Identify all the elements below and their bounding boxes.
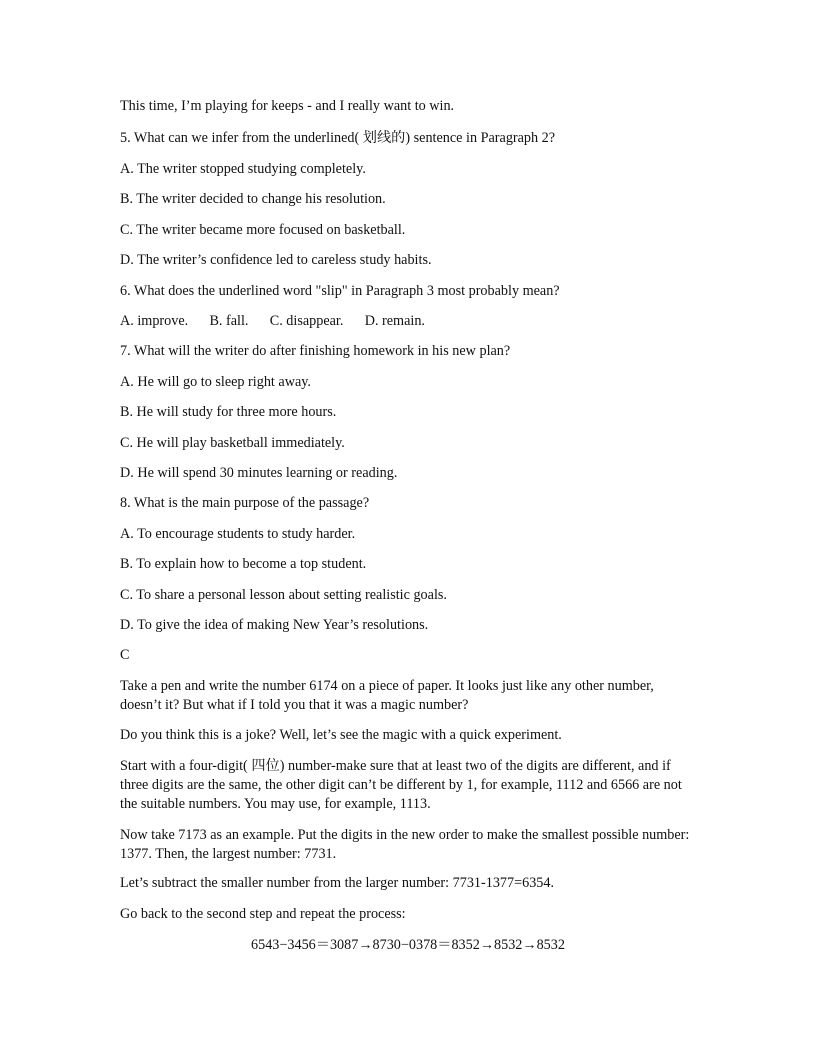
question-7-option-d: D. He will spend 30 minutes learning or reading. [120,465,398,481]
question-8-option-a: A. To encourage students to study harder. [120,526,356,542]
question-7-option-c: C. He will play basketball immediately. [120,435,345,451]
passage-paragraph-5: Let’s subtract the smaller number from the larger number: 7731-1377=6354. [120,875,555,891]
question-8-option-d: D. To give the idea of making New Year’s resolutions. [120,617,429,633]
question-6: 6. What does the underlined word "slip" in Paragraph 3 most probably mean? [120,283,560,299]
question-5-option-a: A. The writer stopped studying completely. [120,161,366,177]
question-5-option-d: D. The writer’s confidence led to careless study habits. [120,252,432,268]
question-7: 7. What will the writer do after finishing homework in his new plan? [120,343,511,359]
section-heading-c: C [120,647,130,663]
question-5-option-c: C. The writer became more focused on basketball. [120,222,406,238]
question-7-option-a: A. He will go to sleep right away. [120,374,311,390]
passage-paragraph-6: Go back to the second step and repeat the process: [120,906,406,922]
equation-line: 6543−3456＝3087→8730−0378＝8352→8532→8532 [251,937,565,953]
passage-paragraph-4: Now take 7173 as an example. Put the digits in the new order to make the smallest possible number: 1377. Then, the largest number: 7731. [120,827,690,862]
passage-paragraph-1: Take a pen and write the number 6174 on a piece of paper. It looks just like any other number, doesn’t it? But what if I told you that it was a magic number? [120,678,654,713]
question-6-options: A. improve. B. fall. C. disappear. D. remain. [120,313,425,329]
passage-paragraph-2: Do you think this is a joke? Well, let’s see the magic with a quick experiment. [120,727,562,743]
question-5-option-b: B. The writer decided to change his resolution. [120,191,386,207]
question-5: 5. What can we infer from the underlined( 划线的) sentence in Paragraph 2? [120,130,556,146]
question-8: 8. What is the main purpose of the passage? [120,495,370,511]
question-8-option-b: B. To explain how to become a top student. [120,556,367,572]
question-8-option-c: C. To share a personal lesson about setting realistic goals. [120,587,447,603]
passage-paragraph-3: Start with a four-digit( 四位) number-make sure that at least two of the digits are different, and if three digits are the same, the other digit can’t be different by 1, for example, 1112 and 6566 are not the suitable numbers. You may use, for example, 1113. [120,758,682,812]
question-7-option-b: B. He will study for three more hours. [120,404,337,420]
text-line-intro: This time, I’m playing for keeps - and I really want to win. [120,98,455,114]
